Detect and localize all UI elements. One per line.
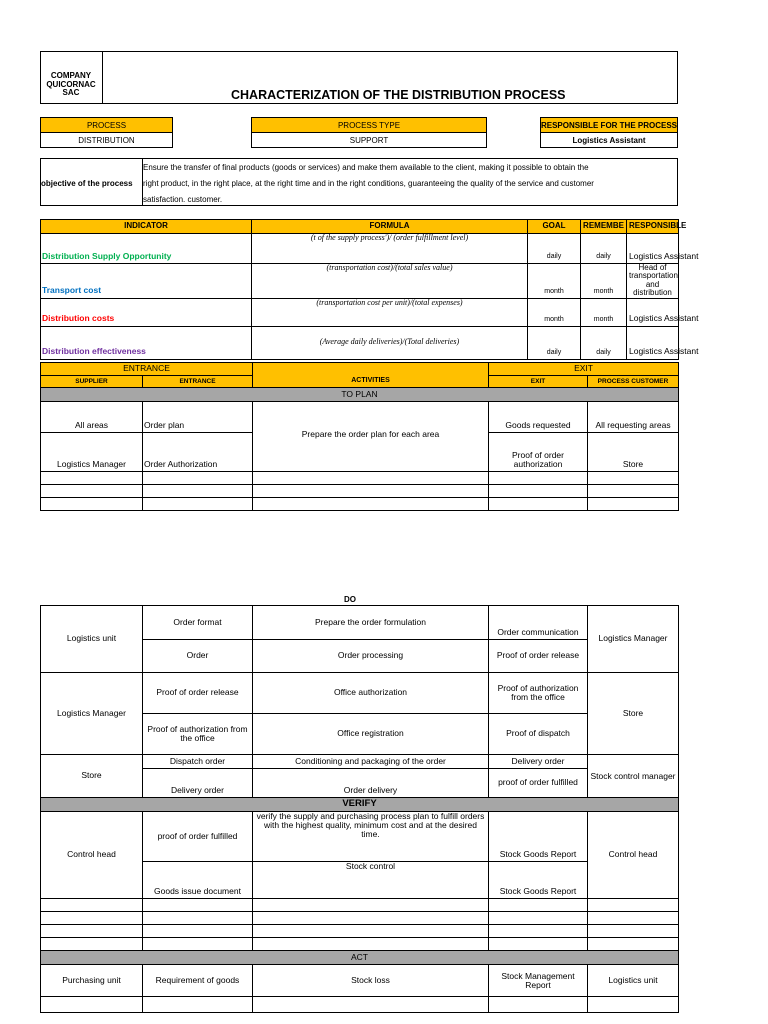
company-name [40, 68, 102, 102]
process-label: PROCESS [40, 117, 173, 133]
verify-exit: Stock Goods Report [489, 812, 588, 862]
do-entrance: Proof of authorization from the office [143, 714, 253, 755]
empty-cell [143, 485, 253, 498]
objective-line: right product, in the right place, at the right time and in the right conditions, guaranteeing the quality of the service and customer [143, 179, 594, 188]
do-customer: Logistics Manager [588, 606, 679, 673]
plan-exit: Goods requested [489, 402, 588, 433]
do-supplier: Logistics Manager [41, 673, 143, 755]
plan-entrance: Order plan [143, 402, 253, 433]
verify-entrance: proof of order fulfilled [143, 812, 253, 862]
do-exit: Order communication [489, 606, 588, 640]
verify-activity: Stock control [253, 862, 489, 899]
indicator-formula: (t of the supply process')/ (order fulfillment level) [252, 234, 528, 264]
empty-cell [489, 485, 588, 498]
plan-customer: All requesting areas [588, 402, 679, 433]
empty-cell [41, 925, 143, 938]
indicator-responsible: Logistics Assistant [627, 326, 679, 359]
empty-cell [588, 912, 679, 925]
verify-entrance: Goods issue document [143, 862, 253, 899]
indicator-formula: (Average daily deliveries)/(Total deliveries) [252, 326, 528, 359]
empty-cell [253, 997, 489, 1013]
plan-section-label: TO PLAN [41, 388, 679, 402]
company-line: QUICORNAC [46, 79, 96, 89]
indicator-formula: (transportation cost)/(total sales value) [252, 264, 528, 299]
empty-cell [41, 498, 143, 511]
do-supplier: Store [41, 755, 143, 798]
empty-cell [41, 899, 143, 912]
do-entrance: Delivery order [143, 769, 253, 798]
exit-group-header: EXIT [489, 363, 679, 376]
act-exit: Stock Management Report [489, 965, 588, 997]
do-exit: Delivery order [489, 755, 588, 769]
do-section-label: DO [344, 595, 356, 604]
verify-activity: verify the supply and purchasing process plan to fulfill orders with the highest quality, minimum cost and at the desired time. [253, 812, 489, 862]
verify-section-label: VERIFY [41, 798, 679, 812]
process-type-value: SUPPORT [251, 132, 487, 148]
empty-cell [588, 472, 679, 485]
do-customer: Stock control manager [588, 755, 679, 798]
verify-customer: Control head [588, 812, 679, 899]
empty-cell [588, 485, 679, 498]
company-line: SAC [62, 88, 80, 98]
entrance-group-header: ENTRANCE [41, 363, 253, 376]
empty-cell [253, 899, 489, 912]
entrance-header: ENTRANCE [143, 376, 253, 388]
customer-header: PROCESS CUSTOMER [588, 376, 679, 388]
indicator-name: Distribution Supply Opportunity [41, 234, 252, 264]
supplier-header: SUPPLIER [41, 376, 143, 388]
empty-cell [253, 925, 489, 938]
remember-header: REMEMBE [581, 220, 627, 234]
verify-supplier: Control head [41, 812, 143, 899]
indicator-header: INDICATOR [41, 220, 252, 234]
process-type-label: PROCESS TYPE [251, 117, 487, 133]
sipoc-table-do [40, 605, 679, 1013]
empty-cell [253, 472, 489, 485]
act-entrance: Requirement of goods [143, 965, 253, 997]
plan-customer: Store [588, 433, 679, 472]
empty-cell [489, 997, 588, 1013]
empty-cell [253, 485, 489, 498]
empty-cell [41, 485, 143, 498]
empty-cell [588, 997, 679, 1013]
indicator-name: Distribution effectiveness [41, 326, 252, 359]
empty-cell [41, 997, 143, 1013]
do-entrance: Order [143, 640, 253, 673]
do-customer: Store [588, 673, 679, 755]
indicator-remember: month [581, 298, 627, 326]
indicator-remember: daily [581, 234, 627, 264]
empty-cell [143, 925, 253, 938]
do-activity: Prepare the order formulation [253, 606, 489, 640]
indicator-goal: month [528, 298, 581, 326]
plan-supplier: All areas [41, 402, 143, 433]
do-exit: Proof of order release [489, 640, 588, 673]
activities-header: ACTIVITIES [253, 363, 489, 388]
responsible-header: RESPONSIBLE [627, 220, 679, 234]
empty-cell [143, 899, 253, 912]
do-exit: Proof of authorization from the office [489, 673, 588, 714]
empty-cell [253, 912, 489, 925]
empty-cell [41, 938, 143, 951]
indicator-responsible: Head of transportation and distribution [627, 264, 679, 299]
objective-line: satisfaction. customer. [143, 195, 223, 204]
do-exit: Proof of dispatch [489, 714, 588, 755]
empty-cell [143, 498, 253, 511]
empty-cell [41, 472, 143, 485]
empty-cell [489, 498, 588, 511]
do-activity: Conditioning and packaging of the order [253, 755, 489, 769]
verify-exit: Stock Goods Report [489, 862, 588, 899]
indicator-responsible: Logistics Assistant [627, 234, 679, 264]
empty-cell [41, 912, 143, 925]
indicator-goal: daily [528, 234, 581, 264]
indicator-formula: (transportation cost per unit)/(total expenses) [252, 298, 528, 326]
empty-cell [588, 498, 679, 511]
company-line: COMPANY [50, 71, 92, 81]
objective-line: Ensure the transfer of final products (goods or services) and make them available to the client, making it possible to obtain the [143, 163, 589, 172]
sipoc-table-plan [40, 362, 679, 511]
indicators-table [40, 219, 699, 360]
act-customer: Logistics unit [588, 965, 679, 997]
indicator-name: Transport cost [41, 264, 252, 299]
plan-supplier: Logistics Manager [41, 433, 143, 472]
document-title: CHARACTERIZATION OF THE DISTRIBUTION PROCESS [231, 88, 566, 102]
indicator-remember: daily [581, 326, 627, 359]
empty-cell [489, 938, 588, 951]
act-section-label: ACT [41, 951, 679, 965]
empty-cell [489, 925, 588, 938]
empty-cell [143, 912, 253, 925]
empty-cell [143, 938, 253, 951]
do-entrance: Dispatch order [143, 755, 253, 769]
company-divider [102, 51, 103, 104]
do-activity: Office registration [253, 714, 489, 755]
plan-activity: Prepare the order plan for each area [253, 402, 489, 472]
do-entrance: Order format [143, 606, 253, 640]
formula-header: FORMULA [252, 220, 528, 234]
plan-exit: Proof of order authorization [489, 433, 588, 472]
empty-cell [489, 912, 588, 925]
empty-cell [588, 925, 679, 938]
empty-cell [253, 498, 489, 511]
responsible-label: RESPONSIBLE FOR THE PROCESS [540, 117, 678, 133]
responsible-value: Logistics Assistant [540, 132, 678, 148]
do-activity: Order processing [253, 640, 489, 673]
do-activity: Order delivery [253, 769, 489, 798]
empty-cell [143, 472, 253, 485]
empty-cell [588, 899, 679, 912]
indicator-remember: month [581, 264, 627, 299]
indicator-responsible: Logistics Assistant [627, 298, 679, 326]
empty-cell [253, 938, 489, 951]
act-supplier: Purchasing unit [41, 965, 143, 997]
empty-cell [489, 472, 588, 485]
indicator-goal: daily [528, 326, 581, 359]
empty-cell [489, 899, 588, 912]
do-exit: proof of order fulfilled [489, 769, 588, 798]
indicator-name: Distribution costs [41, 298, 252, 326]
goal-header: GOAL [528, 220, 581, 234]
do-entrance: Proof of order release [143, 673, 253, 714]
act-activity: Stock loss [253, 965, 489, 997]
do-supplier: Logistics unit [41, 606, 143, 673]
plan-entrance: Order Authorization [143, 433, 253, 472]
empty-cell [588, 938, 679, 951]
indicator-goal: month [528, 264, 581, 299]
objective-label: objective of the process [41, 179, 133, 188]
do-activity: Office authorization [253, 673, 489, 714]
exit-header: EXIT [489, 376, 588, 388]
objective-text [143, 160, 678, 208]
process-value: DISTRIBUTION [40, 132, 173, 148]
empty-cell [143, 997, 253, 1013]
